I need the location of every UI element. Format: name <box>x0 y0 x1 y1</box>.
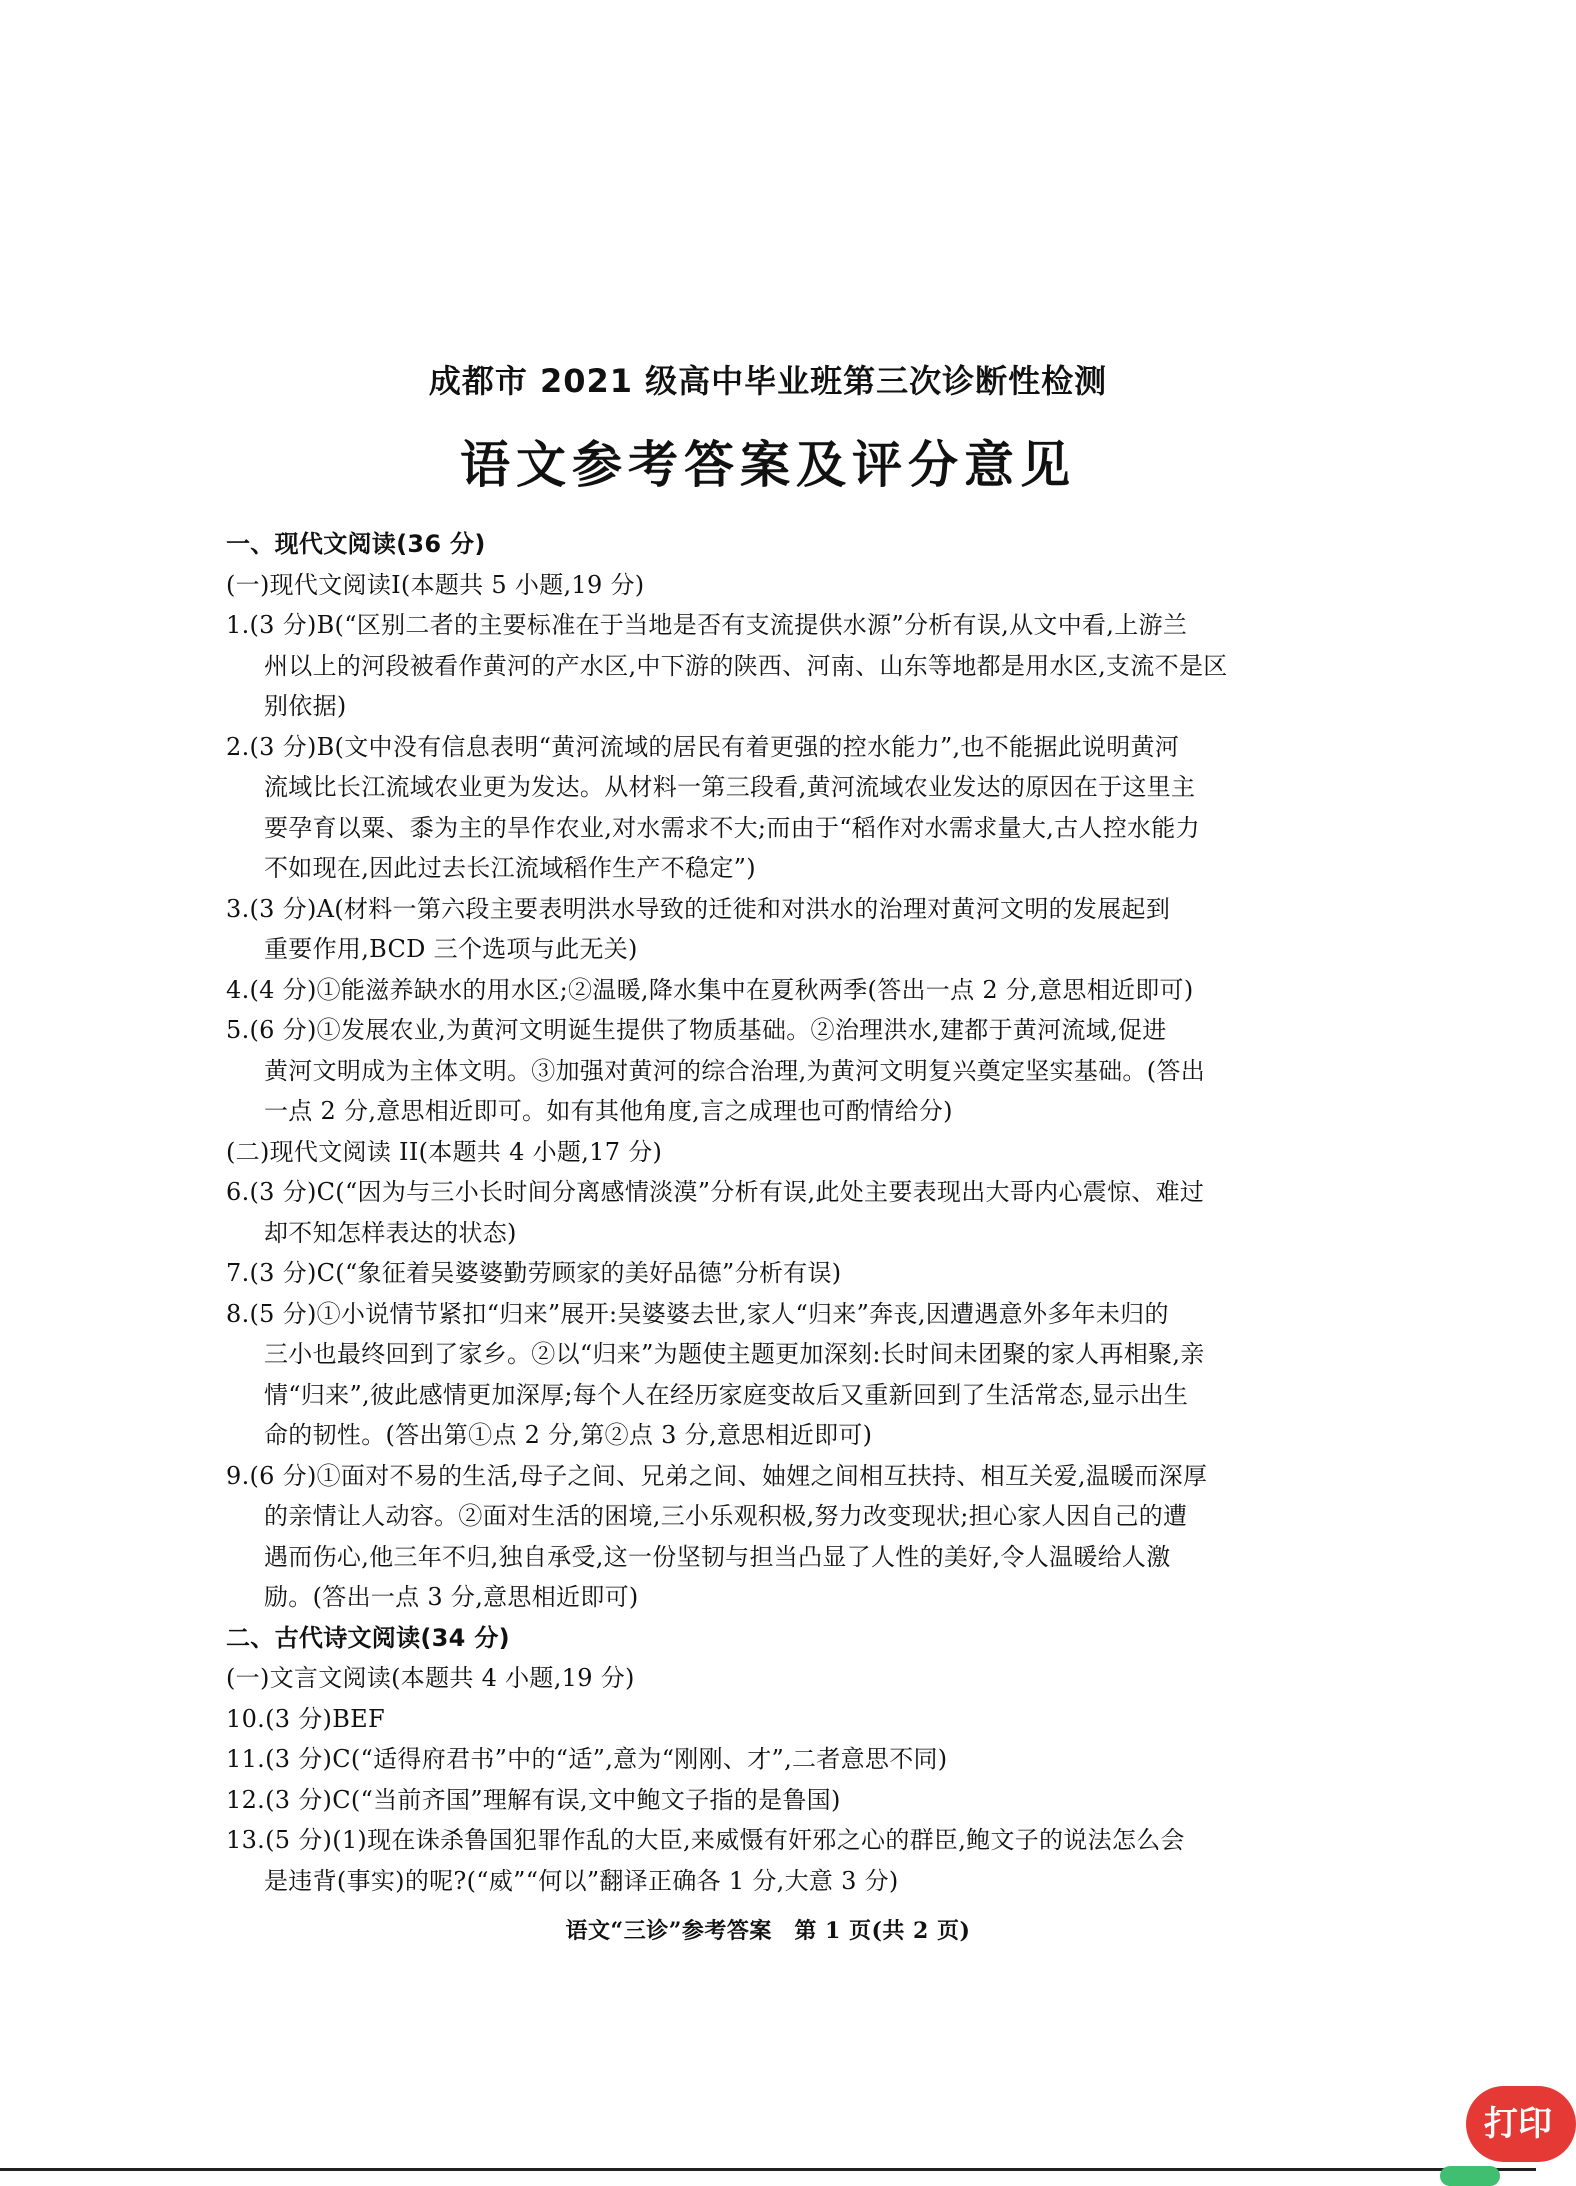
print-button[interactable]: 打印 <box>1466 2086 1576 2162</box>
answer-content <box>226 524 1310 1901</box>
answer-line: 重要作用,BCD 三个选项与此无关) <box>264 935 638 963</box>
answer-line: 别依据) <box>264 692 347 720</box>
answer-line: 5.(6 分)①发展农业,为黄河文明诞生提供了物质基础。②治理洪水,建都于黄河流域,促进 <box>226 1016 1167 1044</box>
answer-line: 是违背(事实)的呢?(“威”“何以”翻译正确各 1 分,大意 3 分) <box>264 1866 899 1895</box>
answer-line: 一点 2 分,意思相近即可。如有其他角度,言之成理也可酌情给分) <box>264 1097 953 1125</box>
answer-line: 6.(3 分)C(“因为与三小长时间分离感情淡漠”分析有误,此处主要表现出大哥内心震惊、难过 <box>226 1178 1205 1206</box>
answer-line: 11.(3 分)C(“适得府君书”中的“适”,意为“刚刚、才”,二者意思不同) <box>226 1745 948 1773</box>
subsection-heading: (一)文言文阅读(本题共 4 小题,19 分) <box>226 1664 635 1692</box>
answer-line: 9.(6 分)①面对不易的生活,母子之间、兄弟之间、妯娌之间相互扶持、相互关爱,温暖而深厚 <box>226 1461 1208 1490</box>
subsection-heading: (一)现代文阅读Ⅰ(本题共 5 小题,19 分) <box>226 570 645 599</box>
answer-line: 7.(3 分)C(“象征着吴婆婆勤劳顾家的美好品德”分析有误) <box>226 1259 842 1287</box>
section-heading: 一、现代文阅读(36 分) <box>226 530 486 558</box>
answer-line: 州以上的河段被看作黄河的产水区,中下游的陕西、河南、山东等地都是用水区,支流不是区 <box>264 651 1228 680</box>
answer-line: 不如现在,因此过去长江流域稻作生产不稳定”) <box>264 854 756 882</box>
subsection-heading: (二)现代文阅读 II(本题共 4 小题,17 分) <box>226 1137 663 1166</box>
answer-line: 情“归来”,彼此感情更加深厚;每个人在经历家庭变故后又重新回到了生活常态,显示出生 <box>264 1380 1189 1409</box>
answer-line: 2.(3 分)B(文中没有信息表明“黄河流域的居民有着更强的控水能力”,也不能据此说明黄河 <box>226 732 1180 761</box>
green-indicator <box>1440 2166 1500 2186</box>
answer-line: 3.(3 分)A(材料一第六段主要表明洪水导致的迁徙和对洪水的治理对黄河文明的发展起到 <box>226 894 1171 923</box>
answer-line: 8.(5 分)①小说情节紧扣“归来”展开:吴婆婆去世,家人“归来”奔丧,因遭遇意外多年未归的 <box>226 1299 1169 1328</box>
answer-line: 黄河文明成为主体文明。③加强对黄河的综合治理,为黄河文明复兴奠定坚实基础。(答出 <box>264 1056 1205 1085</box>
bottom-divider <box>0 2168 1536 2171</box>
answer-line: 13.(5 分)(1)现在诛杀鲁国犯罪作乱的大臣,来威慑有奸邪之心的群臣,鲍文子的说法怎么会 <box>226 1826 1185 1854</box>
answer-line: 1.(3 分)B(“区别二者的主要标准在于当地是否有支流提供水源”分析有误,从文中看,上游兰 <box>226 611 1188 639</box>
answer-line: 要孕育以粟、黍为主的旱作农业,对水需求不大;而由于“稻作对水需求量大,古人控水能力 <box>264 813 1200 842</box>
exam-subtitle: 成都市 2021 级高中毕业班第三次诊断性检测 <box>428 362 1108 400</box>
answer-line: 流域比长江流域农业更为发达。从材料一第三段看,黄河流域农业发达的原因在于这里主 <box>264 773 1196 801</box>
answer-line: 励。(答出一点 3 分,意思相近即可) <box>264 1583 639 1611</box>
answer-line: 4.(4 分)①能滋养缺水的用水区;②温暖,降水集中在夏秋两季(答出一点 2 分,意思相近即可) <box>226 975 1194 1004</box>
section-heading: 二、古代诗文阅读(34 分) <box>226 1623 510 1652</box>
answer-line: 遇而伤心,他三年不归,独自承受,这一份坚韧与担当凸显了人性的美好,令人温暖给人激 <box>264 1542 1171 1571</box>
page-title: 语文参考答案及评分意见 <box>460 436 1076 494</box>
answer-line: 三小也最终回到了家乡。②以“归来”为题使主题更加深刻:长时间未团聚的家人再相聚,亲 <box>264 1340 1205 1368</box>
answer-line: 的亲情让人动容。②面对生活的困境,三小乐观积极,努力改变现状;担心家人因自己的遭 <box>264 1502 1188 1530</box>
answer-line: 10.(3 分)BEF <box>226 1704 385 1733</box>
page-footer: 语文“三诊”参考答案 第 1 页(共 2 页) <box>565 1918 971 1944</box>
answer-line: 命的韧性。(答出第①点 2 分,第②点 3 分,意思相近即可) <box>264 1421 873 1449</box>
answer-line: 12.(3 分)C(“当前齐国”理解有误,文中鲍文子指的是鲁国) <box>226 1785 841 1814</box>
answer-line: 却不知怎样表达的状态) <box>264 1218 517 1247</box>
